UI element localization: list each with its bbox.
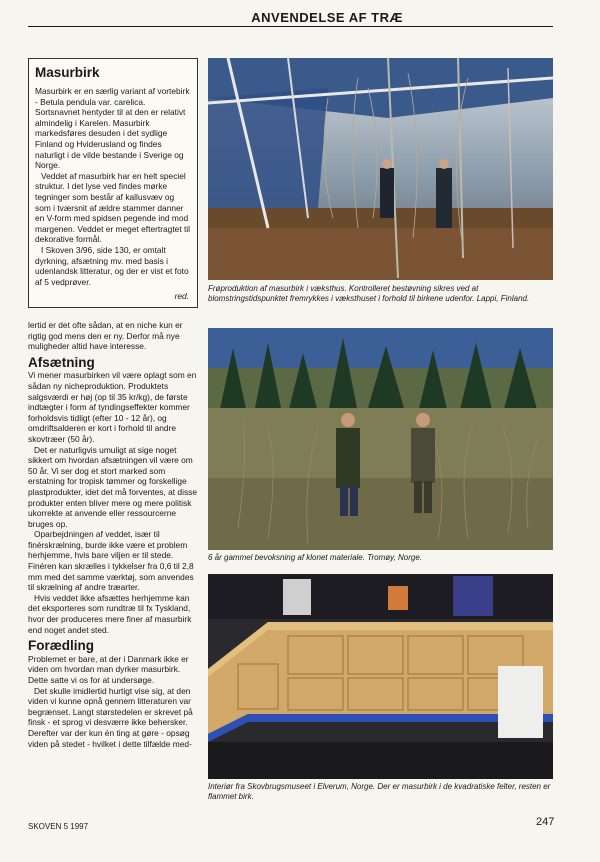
intro-paragraph: lertid er det ofte sådan, at en niche kun er rigtig god mens den er ny. Derfor må nye muligheder altid have interesse.: [28, 320, 183, 352]
heading-afsaetning: Afsætning: [28, 354, 95, 370]
box-paragraph: I Skoven 3/96, side 130, er omtalt dyrkning, afsætning mv. med basis i udenlandsk litteratur, og der er vist et foto af 5 vedprøver.: [35, 244, 189, 287]
photo-greenhouse: [208, 58, 553, 280]
footer-publication: SKOVEN 5 1997: [28, 822, 89, 831]
page-number: 247: [536, 816, 555, 828]
paragraph: Oparbejdningen af veddet, især til finérskrælning, burde ikke være et problem herhjemme, hvis bare viljen er til stede. Finéren kan skrælles i tykkelser fra 0,6 til 2,8 mm med det samme værktøj, som anvendes til skrælning af andre træarter.: [28, 529, 194, 593]
paragraph: Det skulle imidlertid hurtigt vise sig, at den viden vi kunne opnå gennem litteraturen var begrænset. Langt størstedelen er skrevet på finsk - et sprog vi desværre ikke behersker. Derefter var der kun én ting at gøre - opsøg viden på stedet - hvilket i dette tilfælde med-: [28, 685, 193, 749]
caption-museum: Interiør fra Skovbrugsmuseet i Elverum, Norge. Der er masurbirk i de kvadratiske felter, resten er flammet birk.: [208, 782, 551, 801]
paragraph: Vi mener masurbirken vil være oplagt som en sådan ny nicheproduktion. Produktets salgsværdi er høj (op til 35 kr/kg), de første indtægter i form af tyndingseffekter kommer forholdsvis tidligt (efter 10 - 12 år), og omdriftsalderen er kort i forhold til andre skovtræer (50 år).: [28, 370, 197, 444]
section-title: ANVENDELSE AF TRÆ: [251, 10, 403, 25]
museum-image: [208, 574, 553, 779]
paragraph: Hvis veddet ikke afsættes herhjemme kan det eksporteres som rundtræ til fx Tyskland, hvor der produceres mere finer af masurbirk end noget andet sted.: [28, 592, 192, 635]
caption-stand: 6 år gammel bevoksning af klonet materiale. Tromøy, Norge.: [208, 553, 423, 562]
box-paragraph: Veddet af masurbirk har en helt speciel struktur. I det lyse ved findes mørke tegninger som består af kallusvæv og som i tværsnit af ældre stammer danner en V-form med spidsen pegende ind mod margenen. Veddet er meget eftertragtet til dekorative formål.: [35, 170, 191, 245]
info-box: [28, 58, 198, 308]
article-column: [28, 320, 198, 749]
box-title: Masurbirk: [35, 65, 100, 80]
photo-museum: [208, 574, 553, 779]
page-header: [28, 10, 553, 27]
box-paragraph: Masurbirk er en særlig variant af vortebirk - Betula pendula var. carelica. Sortsnavnet hentyder til at den er relativt almindelig i Karelen. Masurbirk markedsføres desuden i det sydlige Finland og Hviderusland og findes naturligt i de vilde bestande i Sverige og Norge.: [35, 86, 190, 171]
stand-image: [208, 328, 553, 550]
greenhouse-image: [208, 58, 553, 280]
caption-greenhouse: Frøproduktion af masurbirk i væksthus. Kontrolleret bestøvning sikres ved at blomstringstidspunktet fremrykkes i væksthuset i forhold til birkene udenfor. Lappi, Finland.: [208, 284, 530, 303]
photo-stand: [208, 328, 553, 550]
paragraph: Problemet er bare, at der i Danmark ikke er viden om hvordan man dyrker masurbirk. Dette satte vi os for at undersøge.: [28, 653, 189, 685]
heading-foraedling: Forædling: [28, 638, 94, 654]
box-signature: red.: [174, 291, 189, 301]
paragraph: Det er naturligvis umuligt at sige noget sikkert om hvordan afsætningen vil være om 50 år. Vi ser dog et stort marked som erstatning for tropisk tømmer og forskellige plastprodukter, idet det må forventes, at disse produkter enten bliver mere og mere politisk ukorrekte at anvende eller ressourcerne bruges op.: [28, 444, 197, 529]
